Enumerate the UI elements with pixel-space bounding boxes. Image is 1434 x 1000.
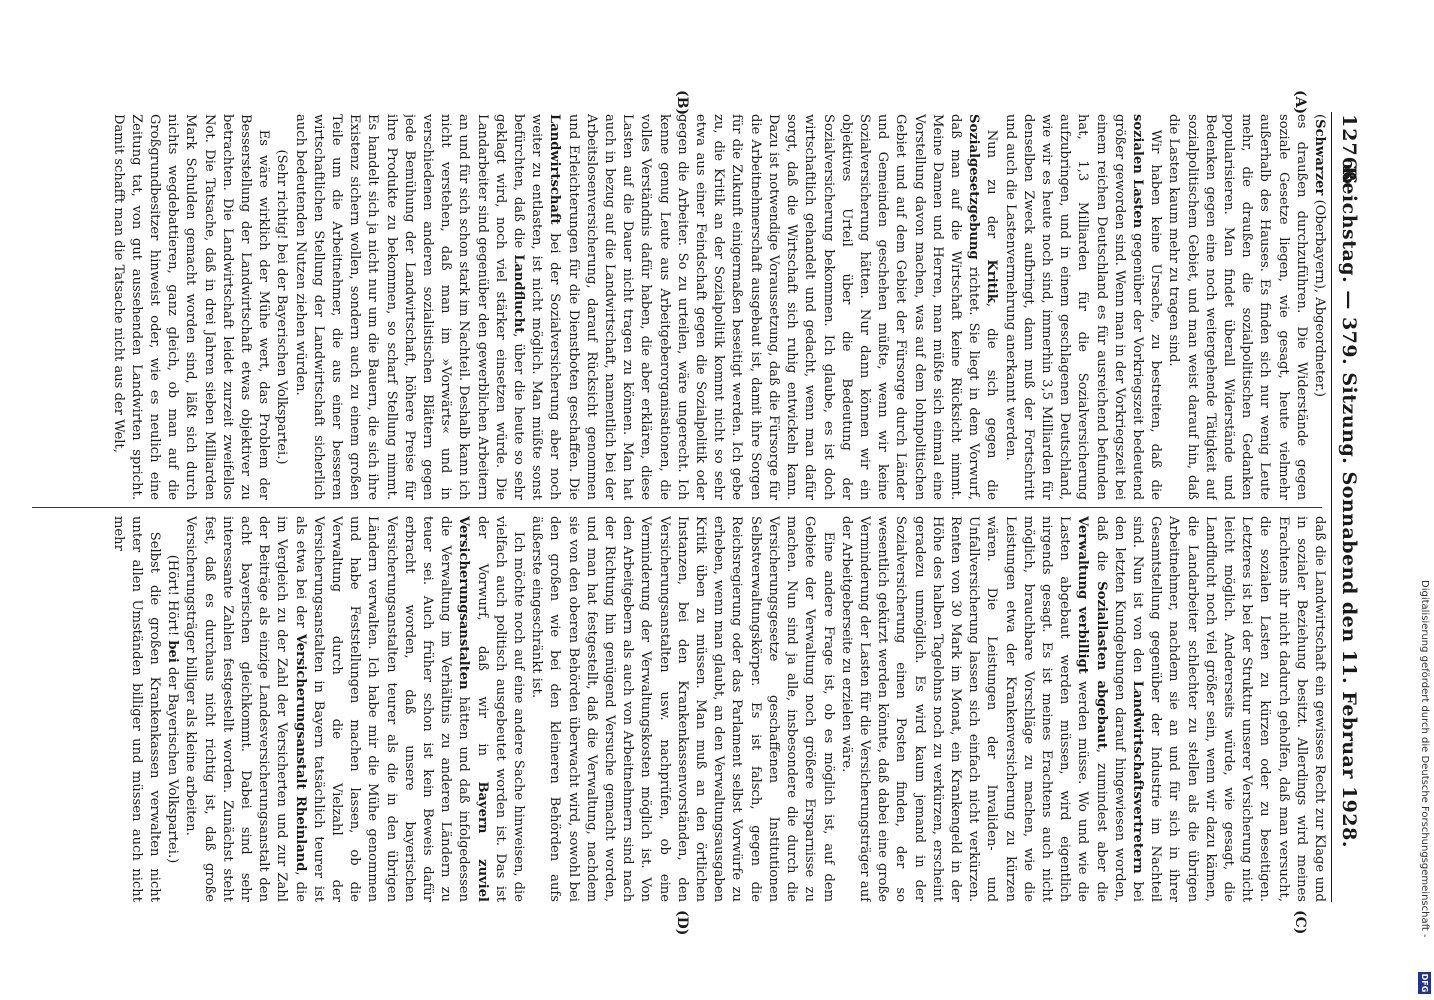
page-title: Reichstag. — 379. Sitzung. Sonnabend den 11. Februar 1928. bbox=[1338, 166, 1360, 848]
paragraph: Ich möchte noch auf eine andere Sache hinweisen, die vielfach auch politisch ausgebeutet worden ist. Das ist der Vorwurf, daß wir in Bayern zuviel Versicherungsanstalten hätten und daß infolgedessen die Verwaltung im Verhältnis zu anderen Ländern zu teuer sei. Auch früher schon ist kein Beweis dafür erbracht worden, daß unsere bayerischen Versicherungsanstalten teurer als die in den übrigen Ländern verwalten. Ich habe mir die Mühe genommen und habe Feststellungen machen lassen, ob die Verwaltung durch die Vielzahl der Versicherungsanstalten in Bayern tatsächlich teurer ist als etwa bei der Versicherungsanstalt Rheinland, die im Vergleich zu der Zahl der Versicherten und zur Zahl der Beiträge als einzige Landesversicherungsanstalt den acht bayerischen gleichkommt. Dabei sind sehr interessante Zahlen festgestellt worden. Zunächst steht fest, daß es durchaus nicht richtig ist, daß große Versicherungsträger billiger als kleine arbeiten. bbox=[183, 516, 527, 902]
paragraph: Selbst die großen Krankenkassen verwalten nicht unter allen Umständen billiger und müssen auch nicht mehr bbox=[110, 516, 162, 902]
credit-text: Digitalisierung gefördert durch die Deutsche Forschungsgemeinschaft - bbox=[1419, 580, 1430, 938]
interjection: (Sehr richtig! bei der Bayerischen Volkspartei.) bbox=[274, 149, 290, 465]
paragraph: es draußen durchzuführen. Die Widerstände gegen soziale Gesetze liegen, wie gesagt, heute vielmehr außerhalb des Hauses. Es finden sich nur wenig Leute mehr, die draußen die sozialpolitischen Gedanken popularisieren. Man findet überall Widerstände und Bedenken gegen eine noch weitergehende Tätigkeit auf sozialpolitischem Gebiet, und man weist darauf hin, daß die Lasten kaum mehr zu tragen sind. bbox=[1166, 114, 1309, 500]
margin-mark-a: (A) bbox=[1292, 90, 1308, 115]
margin-mark-d: (D) bbox=[674, 910, 690, 936]
left-column bbox=[36, 114, 1328, 500]
paragraph: daß die Landwirtschaft ein gewisses Recht zur Klage und in sozialer Beziehung besitzt. Allerdings wird meines Erachtens ihr nicht dadurch geholfen, daß man versucht, die sozialen Lasten zu kürzen oder zu beseitigen. Letzteres ist bei der Struktur unserer Versicherung nicht leicht möglich. Andererseits würde, wie gesagt, die Landflucht noch viel größer sein, wenn wir dazu kämen, die Landarbeiter schlechter zu stellen als die übrigen Arbeitnehmer, nachdem sie an und für sich in ihrer Gesamtstellung gegenüber der Industrie im Nachteil sind. Nun ist von den Landwirtschaftsvertretern bei den letzten Kundgebungen darauf hingewiesen worden, daß die Soziallasten abgebaut, zumindest aber die Verwaltung verbilligt werden müsse. Wo und wie die Lasten abgebaut werden müssen, wird eigentlich nirgends gesagt. Es ist meines Erachtens auch nicht möglich, brauchbare Vorschläge zu machen, wie die Leistungen etwa der Krankenversicherung zu kürzen wären. Die Leistungen der Invaliden- und Unfallversicherung lassen sich einfach nicht verkürzen. Renten von 30 Mark im Monat, ein Krankengeld in der Höhe des halben Tagelohns noch zu verkürzen, erscheint geradezu unmöglich. Es wird kaum jemand in der Sozialversicherung einen Posten finden, der so wesentlich gekürzt werden könnte, daß dabei eine große Verminderung der Lasten für die Versicherungsträger auf der Arbeitgeberseite zu erzielen wäre. bbox=[838, 516, 1327, 902]
dfg-logo: DFG bbox=[1420, 973, 1429, 993]
paragraph: Wir haben keine Ursache, zu bestreiten, daß die sozialen Lasten gegenüber der Vorkriegszeit bedeutend größer geworden sind. Wenn man in der Vorkriegszeit bei einem reichen Deutschland es für ausreichend befunden hat, 1,3 Milliarden für die Sozialversicherung aufzubringen, und in einem geschlagenen Deutschland, wie wir es heute noch sind, immerhin 3,5 Milliarden für denselben Zweck aufbringt, dann muß der Fortschritt und auch die Lastenvermehrung anerkannt werden. bbox=[1002, 114, 1164, 500]
paragraph: Es wäre wirklich der Mühe wert, das Problem der Besserstellung der Landwirtschaft etwas objektiver zu betrachten. Die Landwirtschaft leidet zurzeit zweifellos Not. Die Tatsache, daß in drei Jahren sieben Milliarden Mark Schulden gemacht worden sind, läßt sich durch nichts wegdebattieren, ganz gleich, ob man auf die Großgrundbesitzer hinweist oder, wie es neulich eine Zeitung tat, von gut aussehenden Landwirten spricht. Damit schafft man die Tatsache nicht aus der Welt, bbox=[110, 114, 272, 500]
page-number: 12766 bbox=[1338, 114, 1360, 186]
interjection: (Hört! Hört! bei der Bayerischen Volkspartei.) bbox=[165, 554, 181, 864]
digitization-credit bbox=[1414, 0, 1434, 1000]
column-divider bbox=[32, 507, 1322, 508]
right-column bbox=[36, 516, 1328, 902]
margin-mark-b: (B) bbox=[674, 90, 690, 116]
speaker-line: (Schwarzer (Oberbayern), Abgeordneter.) bbox=[1312, 114, 1327, 398]
paragraph: Nun zu der Kritik, die sich gegen die Sozialgesetzgebung richtet. Sie liegt in dem Vorwurf, daß man auf die Wirtschaft keine Rücksicht nimmt. Meine Damen und Herren, man müßte sich einmal eine Vorstellung davon machen, was auf dem lohnpolitischen Gebiet und auf dem Gebiet der Fürsorge durch Länder und Gemeinden geschehen müßte, wenn wir keine Sozialversicherung hätten. Nur dann können wir ein objektives Urteil über die Bedeutung der Sozialversicherung bekommen. Ich glaube, es ist doch wirtschaftlich gehandelt und gedacht, wenn man dafür sorgt, daß die Wirtschaft sich ruhig entwickeln kann. Dazu ist notwendige Voraussetzung, daß die Fürsorge für die Arbeitnehmerschaft ausgebaut ist, damit ihre Sorgen für die Zukunft einigermaßen beseitigt werden. Ich gebe zu, die Kritik an der Sozialpolitik kommt nicht so sehr etwa aus einer Feindschaft gegen die Sozialpolitik oder gegen die Arbeiter. So zu urteilen, wäre ungerecht. Ich kenne genug Leute aus Arbeitgeberorganisationen, die volles Verständnis dafür haben, die aber erklären, diese Lasten auf die Dauer nicht tragen zu können. Man hat auch in bezug auf die Landwirtschaft, namentlich bei der Arbeitslosenversicherung, darauf Rücksicht genommen und Erleichterungen für die Dienstboten geschaffen. Die Landwirtschaft bei der Sozialversicherung aber noch weiter zu entlasten, ist nicht möglich. Man müßte sonst befürchten, daß die Landflucht, über die heute so sehr geklagt wird, noch viel stärker einsetzen würde. Die Landarbeiter sind gegenüber den gewerblichen Arbeitern an und für sich schon stark im Nachteil. Deshalb kann ich nicht verstehen, daß man im »Vorwärts« und in verschiedenen anderen sozialistischen Blättern gegen jede Bemühung der Landwirtschaft, höhere Preise für ihre Produkte zu bekommen, so scharf Stellung nimmt. Es handelt sich ja nicht nur um die Bauern, die sich ihre Existenz sichern wollen, sondern auch zu einem großen Teile um die Arbeitnehmer, die aus einer besseren wirtschaftlichen Stellung der Landwirtschaft sicherlich auch bedeutenden Nutzen ziehen würden. bbox=[292, 114, 1000, 500]
page-header bbox=[1331, 112, 1366, 902]
margin-mark-c: (C) bbox=[1292, 910, 1308, 935]
paragraph: Eine andere Frage ist, ob es möglich ist, auf dem Gebiete der Verwaltung noch größere Ersparnisse zu machen. Nun sind ja alle, insbesondere die durch die Versicherungsgesetze geschaffenen Institutionen Selbstverwaltungskörper. Es ist falsch, gegen die Reichsregierung oder das Parlament selbst Vorwürfe zu erheben, wenn man glaubt, an den Verwaltungsausgaben Kritik üben zu müssen. Man muß an den örtlichen Instanzen, bei den Krankenkassenvorständen, den Versicherungsanstalten usw. nachprüfen, ob eine Verminderung der Verwaltungskosten möglich ist. Von den Arbeitgebern als auch von Arbeitnehmern sind nach der Richtung hin genügend Versuche gemacht worden, und man hat festgestellt, daß die Verwaltung, nachdem sie von den oberen Behörden überwacht wird, sowohl bei den großen wie bei den kleineren Behörden aufs äußerste eingeschränkt ist. bbox=[529, 516, 836, 902]
speaker-name: Schwarzer bbox=[1312, 119, 1327, 196]
